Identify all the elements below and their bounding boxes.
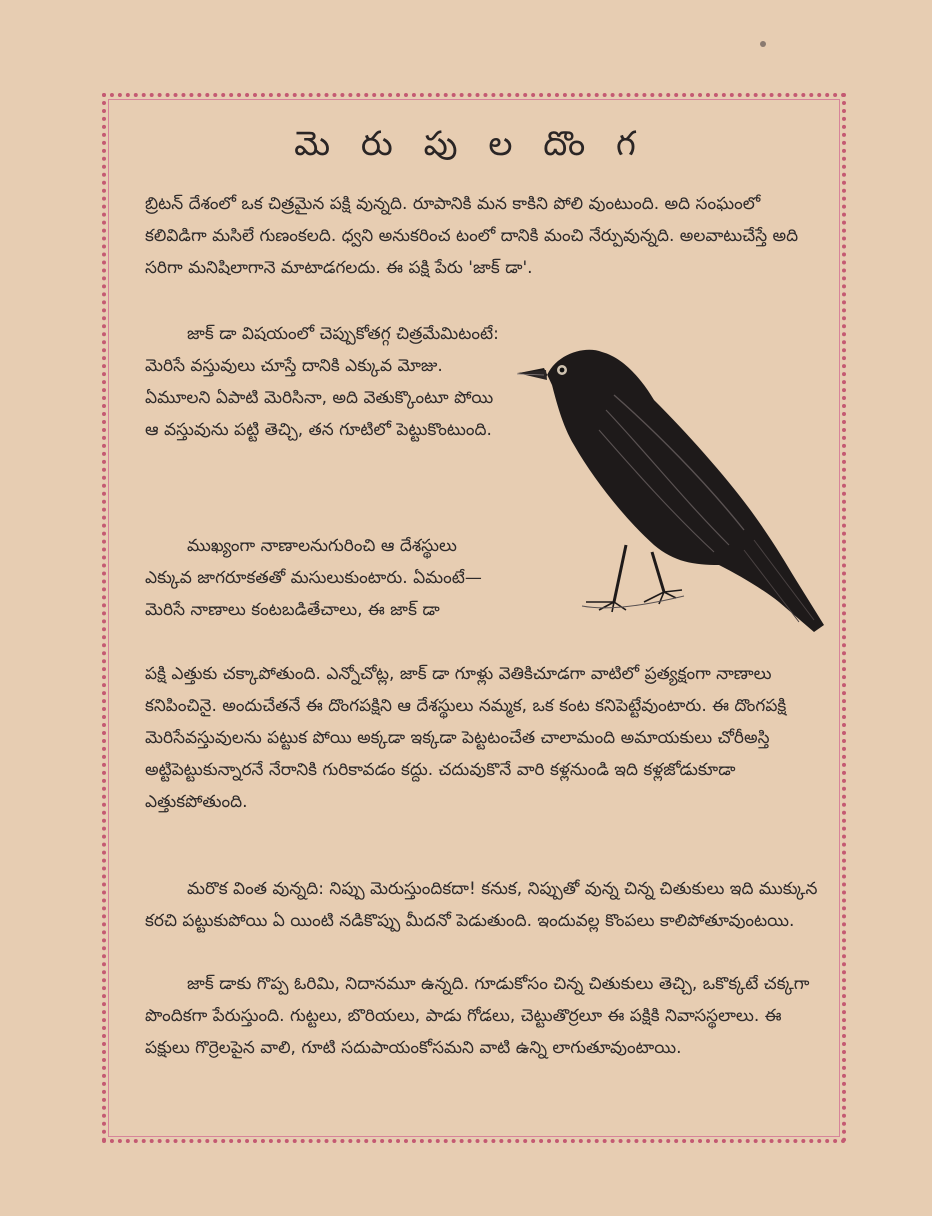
paragraph-coins: ముఖ్యంగా నాణాలనుగురించి ఆ దేశస్థులు ఎక్కువ జాగరూకతతో మసులుకుంటారు. ఏమంటే—మెరిసే నాణాలు కంటబడితేచాలు, ఈ జాక్ డా xyxy=(145,536,482,620)
paragraph-coins-continued: పక్షి ఎత్తుకు చక్కాపోతుంది. ఎన్నోచోట్ల, జాక్ డా గూళ్లు వెతికిచూడగా వాటిలో ప్రత్యక్షంగా నాణాలు కనిపించినై. అందుచేతనే ఈ దొంగపక్షిని ఆ దేశస్థులు నమ్మక, ఒక కంట కనిపెట్టేవుంటారు. ఈ దొంగపక్షి మెరిసేవస్తువులను పట్టుక పోయి అక్కడా ఇక్కడా పెట్టటంచేత చాలామంది అమాయకులు చోరీఅస్తి అట్టిపెట్టుకున్నారనే నేరానికి గురికావడం కద్దు. చదువుకొనే వారి కళ్లనుండి ఇది కళ్లజోడుకూడా ఎత్తుకపోతుంది. xyxy=(145,664,787,812)
paper-speck xyxy=(760,41,766,47)
paragraph-nesting: జాక్ డాకు గొప్ప ఓరిమి, నిదానమూ ఉన్నది. గూడుకోసం చిన్న చితుకులు తెచ్చి, ఒకొక్కటే చక్కగా పొందికగా పేరుస్తుంది. గుట్టలు, బొరియలు, పాడు గోడలు, చెట్టుతొర్రలూ ఈ పక్షికి నివాసస్థలాలు. ఈ పక్షులు గొర్రెలపైన వాలి, గూటి సదుపాయంకోసమని వాటి ఉన్ని లాగుతూవుంటాయి. xyxy=(145,974,810,1058)
paragraph-intro: బ్రిటన్ దేశంలో ఒక చిత్రమైన పక్షి వున్నది. రూపానికి మన కాకిని పోలి వుంటుంది. అది సంఘంలో కలివిడిగా మసిలే గుణంకలది. ధ్వని అనుకరించ టంలో దానికి మంచి నేర్పువున్నది. అలవాటుచేస్తే అది సరిగా మనిషిలాగానె మాటాడగలదు. ఈ పక్షి పేరు 'జాక్ డా'. xyxy=(145,194,799,278)
paragraph-fire: మరొక వింత వున్నది: నిప్పు మెరుస్తుందికదా! కనుక, నిప్పుతో వున్న చిన్న చితుకులు ఇది ముక్కున కరచి పట్టుకుపోయి ఏ యింటి నడికొప్పు మీదనో పెడుతుంది. ఇందువల్ల కొంపలు కాలిపోతూవుంటయి. xyxy=(145,879,818,931)
jackdaw-bird-icon xyxy=(514,340,829,640)
page-title: మె రు పు ల దొం గ xyxy=(294,124,646,164)
paragraph-shiny-objects: జాక్ డా విషయంలో చెప్పుకోతగ్గ చిత్రమేమిటంటే: మెరిసే వస్తువులు చూస్తే దానికి ఎక్కువ మోజు. ఏమూలని ఏపాటి మెరిసినా, అది వెతుక్కొంటూ పోయి ఆ వస్తువును పట్టి తెచ్చి, తన గూటిలో పెట్టుకొంటుంది. xyxy=(145,324,499,440)
